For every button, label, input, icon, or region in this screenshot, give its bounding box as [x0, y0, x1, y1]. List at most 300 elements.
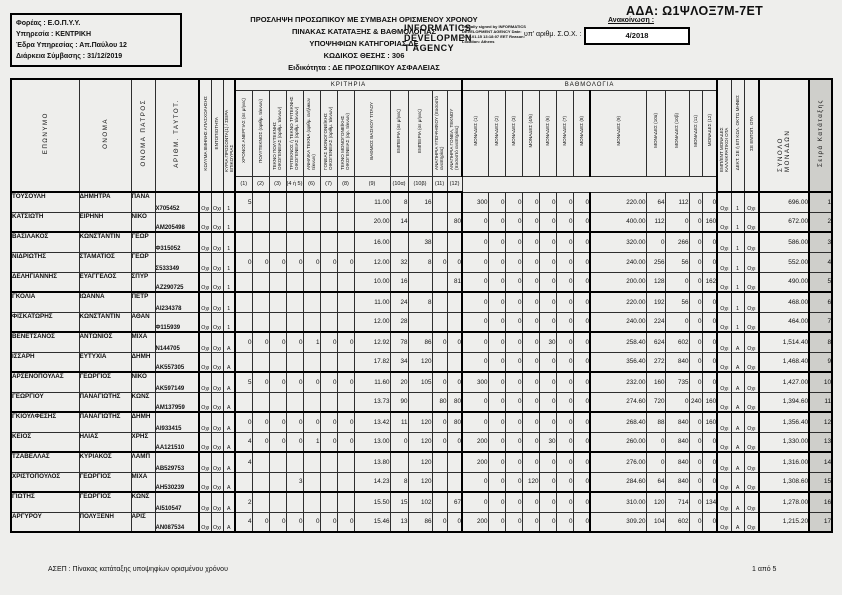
- title-line-1: ΠΡΟΣΛΗΨΗ ΠΡΟΣΩΠΙΚΟΥ ΜΕ ΣΥΜΒΑΣΗ ΟΡΙΣΜΕΝΟΥ ΧΡΟΝΟΥ: [250, 15, 478, 24]
- header-criteria-number-3: (4 ή 5): [286, 176, 303, 192]
- cell-right-flag-1: Α: [731, 372, 744, 392]
- cell-surname: ΦΙΣΚΑΤΩΡΗΣ: [11, 312, 79, 332]
- cell-units-6: 0: [573, 312, 590, 332]
- cell-right-flag-1: 1: [731, 272, 744, 292]
- cell-flag-0: Οχι: [199, 272, 211, 292]
- candidate-row: [11, 352, 832, 372]
- cell-flag-0: Οχι: [199, 212, 211, 232]
- cell-units-4: 0: [539, 452, 556, 472]
- cell-criteria-(2): [252, 292, 269, 312]
- cell-total-units: 1,468.40: [759, 352, 809, 372]
- cell-id-number: ΑΜ137959: [155, 392, 199, 412]
- cell-units-7: 268.40: [590, 412, 646, 432]
- cell-units-0: 0: [462, 492, 488, 512]
- cell-criteria-(3): [269, 312, 286, 332]
- cell-firstname: ΚΩΝΣΤΑΝΤΙΝ: [79, 312, 131, 332]
- cell-units-3: 0: [522, 392, 539, 412]
- cell-criteria-(3): [269, 472, 286, 492]
- cell-criteria-(7): [320, 472, 337, 492]
- cell-flag-1: Οχι: [211, 512, 223, 532]
- cell-units-10: 0: [689, 512, 702, 532]
- cell-flag-2: 1: [223, 312, 235, 332]
- cell-criteria-(4 ή 5): [286, 352, 303, 372]
- cell-units-7: 276.00: [590, 452, 646, 472]
- cell-criteria-(6): [303, 392, 320, 412]
- cell-units-10: 0: [689, 452, 702, 472]
- stamp-line-2: DEVELOPMEN: [404, 33, 473, 43]
- cell-criteria-(4 ή 5): 0: [286, 512, 303, 532]
- cell-right-flag-0: Οχι: [717, 192, 731, 212]
- cell-criteria-(7): 0: [320, 332, 337, 352]
- cell-right-flag-2: Οχι: [744, 452, 759, 472]
- cell-criteria-(8): [337, 472, 354, 492]
- candidate-row: [11, 372, 832, 392]
- cell-right-flag-1: 1: [731, 292, 744, 312]
- cell-units-4: 0: [539, 192, 556, 212]
- cell-flag-1: Οχι: [211, 292, 223, 312]
- cell-flag-1: Οχι: [211, 252, 223, 272]
- cell-units-7: 240.00: [590, 312, 646, 332]
- cell-id-number: ΑΖ290725: [155, 272, 199, 292]
- cell-right-flag-0: Οχι: [717, 512, 731, 532]
- cell-firstname: ΑΝΤΩΝΙΟΣ: [79, 332, 131, 352]
- cell-criteria-(12): 81: [447, 272, 462, 292]
- cell-criteria-(11): 0: [432, 252, 447, 272]
- cell-criteria-(2): [252, 452, 269, 472]
- cell-units-10: 0: [689, 312, 702, 332]
- cell-units-10: 0: [689, 292, 702, 312]
- cell-criteria-(8): [337, 392, 354, 412]
- cell-criteria-(4 ή 5): [286, 312, 303, 332]
- cell-units-10: 0: [689, 432, 702, 452]
- cell-units-9: 56: [665, 252, 689, 272]
- header-criteria-(6): ΑΝΗΛΙΚΑ ΤΕΚΝΑ (αριθμ. ανήλικων τέκνων): [303, 90, 320, 176]
- cell-criteria-(10β): [408, 212, 432, 232]
- cell-flag-0: Οχι: [199, 372, 211, 392]
- cell-rank: 12: [809, 412, 832, 432]
- cell-units-4: 0: [539, 392, 556, 412]
- cell-criteria-(1): [235, 232, 252, 252]
- cell-units-11: 0: [702, 292, 717, 312]
- candidate-row: [11, 452, 832, 472]
- cell-criteria-(12): 0: [447, 432, 462, 452]
- cell-criteria-(6): [303, 232, 320, 252]
- footer-caption: ΑΣΕΠ : Πίνακας κατάταξης υποψηφίων ορισμένου χρόνου: [48, 566, 228, 573]
- agency-edra: Έδρα Υπηρεσίας : Απ.Παύλου 12: [16, 42, 127, 49]
- candidate-row: [11, 252, 832, 272]
- cell-units-7: 260.00: [590, 432, 646, 452]
- cell-right-flag-1: Α: [731, 412, 744, 432]
- cell-right-flag-1: Α: [731, 352, 744, 372]
- cell-id-number: Ν144705: [155, 332, 199, 352]
- cell-right-flag-0: Οχι: [717, 232, 731, 252]
- cell-criteria-(1): 4: [235, 452, 252, 472]
- header-criteria-number-0: (1): [235, 176, 252, 192]
- cell-flag-0: Οχι: [199, 512, 211, 532]
- cell-total-units: 1,394.60: [759, 392, 809, 412]
- cell-units-11: 0: [702, 352, 717, 372]
- cell-criteria-(4 ή 5): 0: [286, 252, 303, 272]
- header-units-8: ΜΟΝΑΔΕΣ (10α): [646, 90, 665, 176]
- cell-surname: ΑΡΓΥΡΟΥ: [11, 512, 79, 532]
- cell-units-11: 160: [702, 212, 717, 232]
- candidate-row: [11, 492, 832, 512]
- cell-criteria-(10β): 16: [408, 192, 432, 212]
- cell-units-8: 104: [646, 512, 665, 532]
- cell-criteria-(7): [320, 192, 337, 212]
- cell-id-number: ΑΚ597149: [155, 372, 199, 392]
- cell-units-2: 0: [505, 192, 522, 212]
- cell-firstname: ΠΑΝΑΓΙΩΤΗΣ: [79, 392, 131, 412]
- cell-right-flag-0: Οχι: [717, 252, 731, 272]
- agency-foreas: Φορέας : Ε.Ο.Π.Υ.Υ.: [16, 20, 81, 27]
- ranking-table: [10, 78, 833, 533]
- cell-units-0: 0: [462, 392, 488, 412]
- header-criteria-(7): ΓΟΝΕΑΣ ΜΟΝΟΓΟΝΕΪΚΗΣ ΟΙΚΟΓΕΝΕΙΑΣ (αριθμ. τέκνων): [320, 90, 337, 176]
- cell-right-flag-2: Οχι: [744, 512, 759, 532]
- cell-flag-2: Α: [223, 332, 235, 352]
- cell-units-3: 0: [522, 212, 539, 232]
- cell-total-units: 1,215.20: [759, 512, 809, 532]
- cell-criteria-(7): 0: [320, 512, 337, 532]
- cell-units-5: 0: [556, 432, 573, 452]
- header-se-entop-ota: ΣΕ ΕΝΤΟΠ. ΟΤΑ: [744, 79, 759, 192]
- cell-units-2: 0: [505, 332, 522, 352]
- cell-criteria-(9): 12.92: [354, 332, 390, 352]
- cell-units-11: 134: [702, 492, 717, 512]
- candidate-row: [11, 312, 832, 332]
- cell-units-0: 300: [462, 372, 488, 392]
- cell-rank: 17: [809, 512, 832, 532]
- cell-criteria-(6): 0: [303, 252, 320, 272]
- cell-criteria-(4 ή 5): 0: [286, 412, 303, 432]
- header-criteria-number-8: (10α): [390, 176, 408, 192]
- cell-criteria-(10α): 0: [390, 432, 408, 452]
- cell-flag-1: Οχι: [211, 332, 223, 352]
- cell-units-8: 112: [646, 212, 665, 232]
- cell-flag-2: Α: [223, 392, 235, 412]
- cell-criteria-(7): [320, 292, 337, 312]
- cell-units-8: 64: [646, 192, 665, 212]
- cell-criteria-(12): [447, 232, 462, 252]
- cell-surname: ΓΕΩΡΓΙΟΥ: [11, 392, 79, 412]
- cell-flag-2: 1: [223, 192, 235, 212]
- cell-criteria-(3): 0: [269, 432, 286, 452]
- cell-criteria-(10β): 120: [408, 472, 432, 492]
- cell-criteria-(8): [337, 312, 354, 332]
- cell-units-9: 266: [665, 232, 689, 252]
- sox-number-label: υπ' αριθμ. Σ.Ο.Χ. :: [524, 31, 582, 38]
- cell-units-1: 0: [488, 472, 505, 492]
- cell-units-8: 256: [646, 252, 665, 272]
- cell-units-1: 0: [488, 352, 505, 372]
- cell-units-3: 0: [522, 372, 539, 392]
- cell-total-units: 468.00: [759, 292, 809, 312]
- cell-units-8: 224: [646, 312, 665, 332]
- cell-firstname: ΚΩΝΣΤΑΝΤΙΝ: [79, 232, 131, 252]
- cell-criteria-(1): 2: [235, 492, 252, 512]
- cell-criteria-(9): 13.42: [354, 412, 390, 432]
- cell-units-9: 840: [665, 472, 689, 492]
- cell-criteria-(10α): 13: [390, 512, 408, 532]
- cell-flag-1: Οχι: [211, 472, 223, 492]
- cell-criteria-(12): [447, 472, 462, 492]
- cell-criteria-(6): 1: [303, 332, 320, 352]
- cell-units-7: 284.60: [590, 472, 646, 492]
- cell-units-3: 0: [522, 492, 539, 512]
- cell-flag-2: 1: [223, 292, 235, 312]
- cell-criteria-(2): [252, 472, 269, 492]
- cell-units-2: 0: [505, 472, 522, 492]
- cell-units-6: 0: [573, 492, 590, 512]
- cell-units-3: 0: [522, 512, 539, 532]
- header-criteria-number-1: (2): [252, 176, 269, 192]
- cell-fathername: ΓΕΩΡ: [131, 252, 155, 272]
- cell-surname: ΔΕΛΗΓΙΑΝΝΗΣ: [11, 272, 79, 292]
- cell-right-flag-2: Οχι: [744, 252, 759, 272]
- cell-units-4: 0: [539, 292, 556, 312]
- cell-criteria-(10β): [408, 392, 432, 412]
- cell-units-1: 0: [488, 392, 505, 412]
- cell-rank: 3: [809, 232, 832, 252]
- cell-units-5: 0: [556, 512, 573, 532]
- cell-right-flag-2: Οχι: [744, 192, 759, 212]
- header-group-vathmologia: ΒΑΘΜΟΛΟΓΙΑ: [462, 79, 717, 90]
- cell-firstname: ΕΥΤΥΧΙΑ: [79, 352, 131, 372]
- cell-units-2: 0: [505, 512, 522, 532]
- cell-units-8: 120: [646, 492, 665, 512]
- cell-units-4: 0: [539, 252, 556, 272]
- cell-criteria-(11): [432, 492, 447, 512]
- cell-criteria-(7): [320, 392, 337, 412]
- cell-rank: 6: [809, 292, 832, 312]
- cell-fathername: ΚΩΝΣ: [131, 492, 155, 512]
- header-group-kritiria: ΚΡΙΤΗΡΙΑ: [235, 79, 462, 90]
- cell-criteria-(8): 0: [337, 252, 354, 272]
- candidates-tbody: [11, 192, 832, 532]
- cell-flag-0: Οχι: [199, 292, 211, 312]
- cell-units-6: 0: [573, 392, 590, 412]
- header-units-9: ΜΟΝΑΔΕΣ (10β): [665, 90, 689, 176]
- cell-criteria-(7): 0: [320, 412, 337, 432]
- cell-rank: 9: [809, 352, 832, 372]
- header-rank: Σειρά Κατάταξης: [809, 79, 832, 192]
- cell-surname: ΤΟΥΣΟΥΛΗ: [11, 192, 79, 212]
- cell-criteria-(10α): 20: [390, 372, 408, 392]
- cell-criteria-(6): [303, 192, 320, 212]
- cell-total-units: 490.00: [759, 272, 809, 292]
- cell-criteria-(3): [269, 492, 286, 512]
- cell-flag-2: 1: [223, 272, 235, 292]
- cell-right-flag-2: Οχι: [744, 472, 759, 492]
- header-criteria-(8): ΤΕΚΝΟ ΜΟΝΟΓΟΝΕΪΚΗΣ ΟΙΚΟΓΕΝΕΙΑΣ (αρ. τέκνων): [337, 90, 354, 176]
- cell-fathername: ΔΗΜΗ: [131, 412, 155, 432]
- cell-units-6: 0: [573, 272, 590, 292]
- cell-criteria-(1): 5: [235, 192, 252, 212]
- cell-fathername: ΧΡΗΣ: [131, 432, 155, 452]
- cell-surname: ΧΡΙΣΤΟΠΟΥΛΟΣ: [11, 472, 79, 492]
- cell-units-10: 0: [689, 232, 702, 252]
- cell-criteria-(12): [447, 452, 462, 472]
- cell-criteria-(7): [320, 492, 337, 512]
- candidate-row: [11, 512, 832, 532]
- cell-units-6: 0: [573, 332, 590, 352]
- cell-surname: ΓΚΟΛΙΑ: [11, 292, 79, 312]
- cell-units-6: 0: [573, 212, 590, 232]
- cell-criteria-(12): 67: [447, 492, 462, 512]
- cell-flag-1: Οχι: [211, 392, 223, 412]
- cell-rank: 15: [809, 472, 832, 492]
- cell-units-4: 0: [539, 412, 556, 432]
- cell-right-flag-2: Οχι: [744, 212, 759, 232]
- header-criteria-(11): ΑΝΑΠΗΡΙΑ ΥΠΟΨΗΦΙΟΥ (ποσοστό αναπηρίας): [432, 90, 447, 176]
- cell-criteria-(11): [432, 272, 447, 292]
- cell-units-4: 0: [539, 492, 556, 512]
- cell-units-7: 220.00: [590, 292, 646, 312]
- cell-units-2: 0: [505, 312, 522, 332]
- cell-criteria-(2): 0: [252, 432, 269, 452]
- cell-units-11: 0: [702, 432, 717, 452]
- cell-criteria-(10β): 120: [408, 352, 432, 372]
- header-criteria-number-11: (12): [447, 176, 462, 192]
- cell-criteria-(12): 80: [447, 412, 462, 432]
- cell-units-0: 0: [462, 212, 488, 232]
- cell-criteria-(4 ή 5): [286, 232, 303, 252]
- header-kyria-prosonta: ΚΥΡΙΑ ΠΡΟΣΟΝΤΑ(1) / ΣΕΙΡΑ ΕΠΙΚΟΥΡΙΑΣ: [223, 79, 235, 192]
- cell-rank: 4: [809, 252, 832, 272]
- cell-right-flag-1: Α: [731, 472, 744, 492]
- cell-criteria-(10β): 38: [408, 232, 432, 252]
- cell-criteria-(10α): [390, 232, 408, 252]
- cell-units-2: 0: [505, 492, 522, 512]
- cell-fathername: ΓΕΩΡ: [131, 232, 155, 252]
- cell-criteria-(11): 80: [432, 392, 447, 412]
- cell-units-11: 0: [702, 472, 717, 492]
- cell-criteria-(11): 0: [432, 332, 447, 352]
- header-units-7: ΜΟΝΑΔΕΣ (9): [590, 90, 646, 176]
- cell-surname: ΑΡΣΕΝΟΠΟΥΛΑΣ: [11, 372, 79, 392]
- cell-criteria-(10β): 8: [408, 292, 432, 312]
- cell-units-1: 0: [488, 192, 505, 212]
- cell-units-0: 200: [462, 512, 488, 532]
- cell-criteria-(7): [320, 312, 337, 332]
- cell-id-number: ΑΙ933415: [155, 412, 199, 432]
- cell-criteria-(10α): 15: [390, 492, 408, 512]
- cell-criteria-(11): 0: [432, 512, 447, 532]
- cell-units-11: 0: [702, 252, 717, 272]
- cell-fathername: ΠΕΤΡ: [131, 292, 155, 312]
- cell-units-2: 0: [505, 372, 522, 392]
- cell-units-1: 0: [488, 312, 505, 332]
- cell-criteria-(11): [432, 312, 447, 332]
- cell-units-7: 356.40: [590, 352, 646, 372]
- cell-right-flag-1: 1: [731, 312, 744, 332]
- cell-criteria-(10α): 14: [390, 212, 408, 232]
- cell-units-3: 0: [522, 292, 539, 312]
- cell-firstname: ΗΛΙΑΣ: [79, 432, 131, 452]
- cell-criteria-(10α): 28: [390, 312, 408, 332]
- header-total-units: ΣΥΝΟΛΟ ΜΟΝΑΔΩΝ: [759, 79, 809, 192]
- cell-right-flag-2: Οχι: [744, 232, 759, 252]
- cell-criteria-(9): 11.00: [354, 192, 390, 212]
- cell-criteria-(9): 12.00: [354, 312, 390, 332]
- cell-criteria-(10β): 105: [408, 372, 432, 392]
- candidate-row: [11, 212, 832, 232]
- cell-units-11: 0: [702, 512, 717, 532]
- cell-right-flag-2: Οχι: [744, 432, 759, 452]
- cell-units-7: 274.60: [590, 392, 646, 412]
- candidate-row: [11, 432, 832, 452]
- cell-fathername: ΜΙΧΑ: [131, 332, 155, 352]
- cell-criteria-(11): 0: [432, 372, 447, 392]
- cell-flag-2: 1: [223, 232, 235, 252]
- cell-fathername: ΔΗΜΗ: [131, 352, 155, 372]
- cell-criteria-(12): 0: [447, 332, 462, 352]
- cell-criteria-(6): [303, 212, 320, 232]
- cell-fathername: ΚΩΝΣ: [131, 392, 155, 412]
- cell-firstname: ΚΥΡΙΑΚΟΣ: [79, 452, 131, 472]
- cell-id-number: ΑΙ510547: [155, 492, 199, 512]
- cell-criteria-(8): [337, 272, 354, 292]
- cell-criteria-(4 ή 5): [286, 272, 303, 292]
- cell-criteria-(9): 12.00: [354, 252, 390, 272]
- cell-criteria-(12): 0: [447, 372, 462, 392]
- cell-units-1: 0: [488, 212, 505, 232]
- cell-criteria-(11): [432, 352, 447, 372]
- cell-units-0: 0: [462, 312, 488, 332]
- cell-id-number: ΑΙ234378: [155, 292, 199, 312]
- document-title-block: [188, 14, 540, 74]
- cell-units-8: 192: [646, 292, 665, 312]
- header-units-10: ΜΟΝΑΔΕΣ (11): [689, 90, 702, 176]
- cell-criteria-(12): [447, 192, 462, 212]
- cell-fathername: ΝΙΚΟ: [131, 372, 155, 392]
- cell-criteria-(4 ή 5): [286, 292, 303, 312]
- cell-units-1: 0: [488, 372, 505, 392]
- cell-flag-1: Οχι: [211, 272, 223, 292]
- cell-criteria-(10α): 34: [390, 352, 408, 372]
- cell-criteria-(11): 0: [432, 412, 447, 432]
- header-fathername: ΟΝΟΜΑ ΠΑΤΡΟΣ: [131, 79, 155, 192]
- cell-units-3: 0: [522, 192, 539, 212]
- cell-right-flag-2: Οχι: [744, 352, 759, 372]
- candidate-row: [11, 292, 832, 312]
- cell-criteria-(4 ή 5): [286, 492, 303, 512]
- cell-criteria-(1): [235, 212, 252, 232]
- stamp-line-3: T AGENCY: [404, 43, 455, 53]
- header-units-1: ΜΟΝΑΔΕΣ (2): [488, 90, 505, 176]
- cell-units-11: 0: [702, 332, 717, 352]
- ranking-table-header: [11, 79, 832, 192]
- cell-units-8: 0: [646, 232, 665, 252]
- cell-units-6: 0: [573, 472, 590, 492]
- cell-criteria-(1): 0: [235, 252, 252, 272]
- cell-flag-2: Α: [223, 432, 235, 452]
- cell-criteria-(9): 11.00: [354, 292, 390, 312]
- cell-criteria-(10α): 8: [390, 192, 408, 212]
- cell-criteria-(3): 0: [269, 332, 286, 352]
- cell-units-10: 0: [689, 352, 702, 372]
- header-criteria-number-4: (6): [303, 176, 320, 192]
- header-criteria-(3): ΤΕΚΝΟ ΠΟΛΥΤΕΚΝΗΣ ΟΙΚΟΓΕΝΕΙΑΣ (αριθμ. τέκνων): [269, 90, 286, 176]
- agency-ypiresia: Υπηρεσία : ΚΕΝΤΡΙΚΗ: [16, 31, 91, 38]
- cell-units-3: 0: [522, 452, 539, 472]
- cell-criteria-(4 ή 5): 0: [286, 332, 303, 352]
- cell-units-9: 56: [665, 292, 689, 312]
- cell-criteria-(11): [432, 292, 447, 312]
- cell-flag-1: Οχι: [211, 352, 223, 372]
- cell-criteria-(2): 0: [252, 412, 269, 432]
